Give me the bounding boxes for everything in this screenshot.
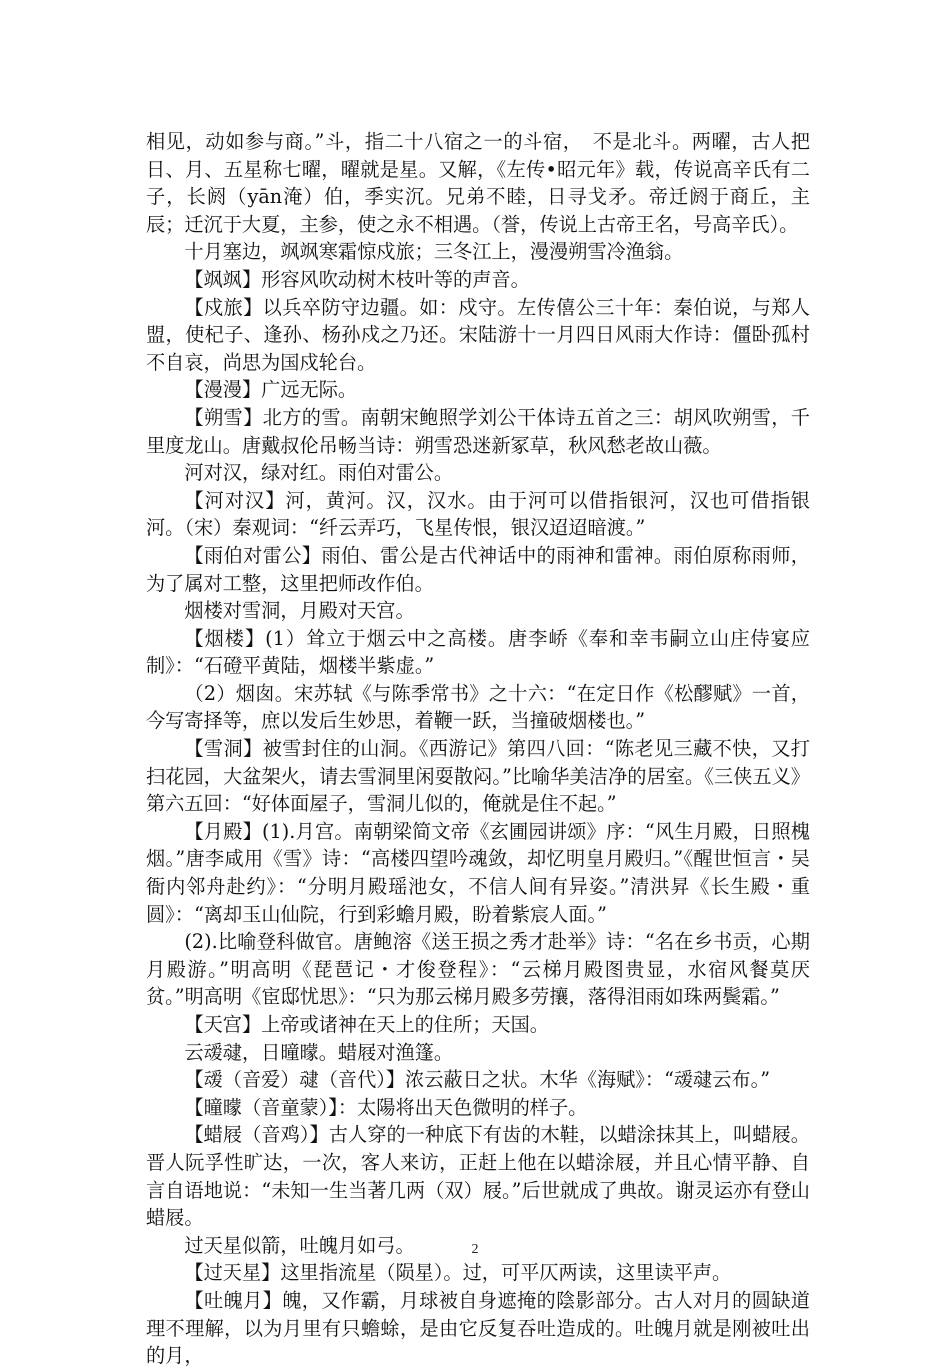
paragraph: 【漫漫】广远无际。 [184,378,358,402]
paragraph: 【天宫】上帝或诸神在天上的住所；天国。 [184,1013,549,1036]
paragraph: 【蜡屐（音鸡）】古人穿的一种底下有齿的木鞋，以蜡涂抹其上，叫蜡屐。晋人阮孚性旷达，一次，客人来访，正赶上他在以蜡涂屐，并且心情平静、自言自语地说：“未知一生当著几两（双）屐。”后世就成了典故。谢灵运亦有登山蜡屐。 [146,1123,810,1230]
paragraph: 【朔雪】北方的雪。南朝宋鲍照学刘公干体诗五首之三：胡风吹朔雪，千里度龙山。唐戴叔伦吊畅当诗：朔雪恐迷新冢草，秋风愁老故山薇。 [146,405,810,457]
paragraph: 【过天星】这里指流星（陨星）。过，可平仄两读，这里读平声。 [184,1261,732,1285]
paragraph: 十月塞边，飒飒寒霜惊戍旅；三冬江上，漫漫朔雪冷渔翁。 [184,240,684,264]
paragraph: 【雪洞】被雪封住的山洞。《西游记》第四八回：“陈老见三藏不快，又打扫花园，大盆架火，请去雪洞里闲耍散闷。”比喻华美洁净的居室。《三侠五义》第六五回：“好体面屋子，雪洞儿似的，俺就是住不起。” [146,737,810,816]
document-body [146,128,810,1370]
paragraph: 云叆叇，日曈曚。蜡屐对渔篷。 [184,1040,454,1064]
paragraph: 过天星似箭，吐魄月如弓。 [184,1233,415,1257]
paragraph: 【飒飒】形容风吹动树木枝叶等的声音。 [184,267,530,291]
paragraph: 【河对汉】河，黄河。汉，汉水。由于河可以借指银河，汉也可借指银河。（宋）秦观词：“纤云弄巧，飞星传恨，银汉迢迢暗渡。” [146,488,810,540]
paragraph: 【叆（音爱）叇（音代）】浓云蔽日之状。木华《海赋》：“叆叇云布。” [184,1068,771,1092]
paragraph: 【雨伯对雷公】雨伯、雷公是古代神话中的雨神和雷神。雨伯原称雨师，为了属对工整，这里把师改作伯。 [146,543,810,595]
paragraph: 河对汉，绿对红。雨伯对雷公。 [184,461,454,485]
paragraph: 【戍旅】以兵卒防守边疆。如：戍守。左传僖公三十年：秦伯说，与郑人盟，使杞子、逢孙、杨孙戍之乃还。宋陆游十一月四日风雨大作诗：僵卧孤村不自哀，尚思为国戍轮台。 [146,295,810,374]
paragraph: (2).比喻登科做官。唐鲍溶《送王损之秀才赴举》诗：“名在乡书贡，心期月殿游。”明高明《琵琶记・才俊登程》：“云梯月殿图贵显，水宿风餐莫厌贫。”明高明《宦邸忧思》：“只为那云梯月殿多劳攘，落得泪雨如珠两鬓霜。” [146,930,810,1009]
page-number: 2 [471,1242,479,1257]
paragraph: 【月殿】(1).月宫。南朝梁简文帝《玄圃园讲颂》序：“风生月殿，日照槐烟。”唐李咸用《雪》诗：“高楼四望吟魂敛，却忆明皇月殿归。”《醒世恒言・吴衙内邻舟赴约》：“分明月殿瑶池女，不信人间有异姿。”清洪昇《长生殿・重圆》：“离却玉山仙院，行到彩蟾月殿，盼着紫宸人面。” [146,819,810,926]
paragraph: （2）烟囱。宋苏轼《与陈季常书》之十六：“在定日作《松醪赋》一首，今写寄择等，庶以发后生妙思，着鞭一跃，当撞破烟楼也。” [146,681,810,733]
paragraph: 【吐魄月】魄，又作霸，月球被自身遮掩的陰影部分。古人对月的圆缺道理不理解，以为月里有只蟾蜍，是由它反复吞吐造成的。吐魄月就是刚被吐出的月， [146,1288,810,1368]
paragraph: 【曈曚（音童蒙）】：太陽将出天色微明的样子。 [184,1095,588,1119]
paragraph: 相见，动如参与商。”斗，指二十八宿之一的斗宿， 不是北斗。两曜，古人把日、月、五星称七曜，曜就是星。又解，《左传•昭元年》载，传说高辛氏有二子，长阏（yān淹）伯，季实沉。兄弟不睦，日寻戈矛。帝迁阏于商丘，主辰；迁沉于大夏，主参，使之永不相遇。（誉，传说上古帝王名，号高辛氏）。 [146,130,810,236]
paragraph: 烟楼对雪洞，月殿对天宫。 [184,599,415,623]
paragraph: 【烟楼】(1）耸立于烟云中之高楼。唐李峤《奉和幸韦嗣立山庄侍宴应制》：“石磴平黄陆，烟楼半紫虚。” [146,626,810,678]
